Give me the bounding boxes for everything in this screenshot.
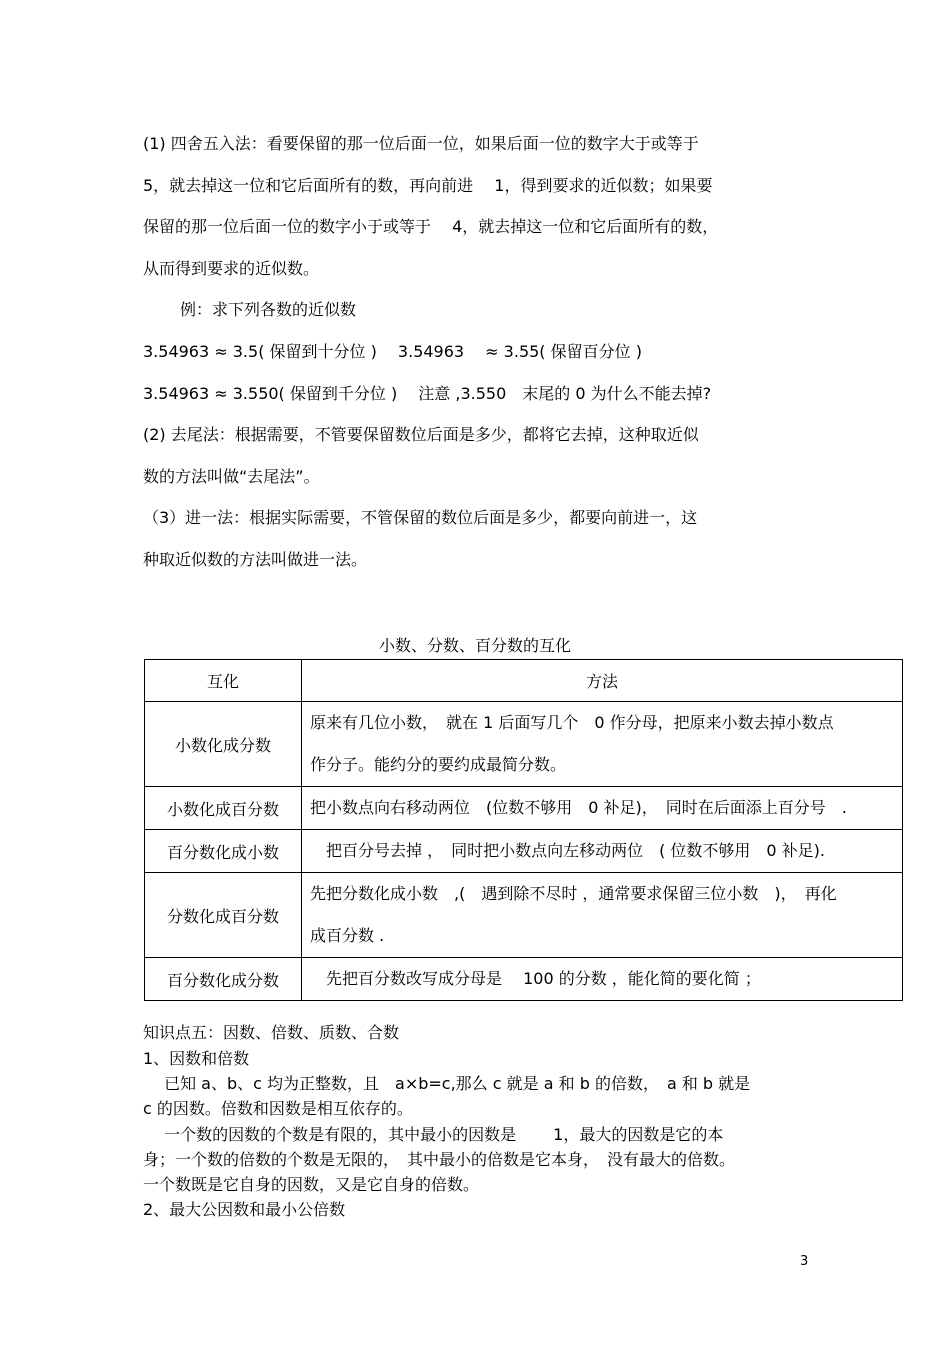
row-method-line: 作分子。能约分的要约成最简分数。 bbox=[310, 755, 567, 774]
text-line: c 的因数。倍数和因数是相互依存的。 bbox=[143, 1099, 413, 1118]
text-line: 身；一个数的倍数的个数是无限的， 其中最小的倍数是它本身， 没有最大的倍数。 bbox=[143, 1150, 736, 1169]
row-method-line: 先把分数化成小数 ,( 遇到除不尽时 ，通常要求保留三位小数 )， 再化 bbox=[310, 884, 837, 903]
table-row bbox=[145, 958, 903, 1001]
row-method: 把百分号去掉 ， 同时把小数点向左移动两位 ( 位数不够用 0 补足). bbox=[302, 830, 903, 873]
row-method: 先把百分数改写成分母是 100 的分数 ，能化简的要化简 ； bbox=[302, 958, 903, 1001]
row-method-line: 原来有几位小数， 就在 1 后面写几个 0 作分母，把原来小数去掉小数点 bbox=[310, 713, 834, 732]
row-method bbox=[302, 702, 903, 787]
paragraph-rounding-3: 保留的那一位后面一位的数字小于或等于 4，就去掉这一位和它后面所有的数， bbox=[143, 217, 719, 236]
table-row bbox=[145, 830, 903, 873]
paragraph-rounding-1: (1) 四舍五入法：看要保留的那一位后面一位，如果后面一位的数字大于或等于 bbox=[143, 134, 699, 153]
page-number: 3 bbox=[800, 1254, 809, 1269]
paragraph-roundup-2: 种取近似数的方法叫做进一法。 bbox=[143, 550, 368, 569]
table-caption: 小数、分数、百分数的互化 bbox=[378, 636, 571, 655]
table-row bbox=[145, 702, 903, 787]
row-method-line: 成百分数 . bbox=[310, 926, 385, 945]
section-title: 知识点五：因数、倍数、质数、合数 bbox=[143, 1023, 400, 1042]
subheading-factors-multiples: 1、因数和倍数 bbox=[143, 1049, 250, 1068]
conversion-table bbox=[144, 659, 903, 1001]
table-row bbox=[145, 873, 903, 958]
example-line-1: 3.54963 ≈ 3.5( 保留到十分位 ) 3.54963 ≈ 3.55( 保留百分位 ) bbox=[143, 342, 642, 361]
row-name: 百分数化成分数 bbox=[145, 958, 302, 1001]
text-line: 已知 a、b、c 均为正整数，且 a×b=c,那么 c 就是 a 和 b 的倍数， a 和 b 就是 bbox=[143, 1074, 751, 1093]
row-name: 百分数化成小数 bbox=[145, 830, 302, 873]
row-method bbox=[302, 873, 903, 958]
paragraph-truncate-2: 数的方法叫做“去尾法”。 bbox=[143, 467, 320, 486]
row-name: 小数化成分数 bbox=[145, 702, 302, 787]
table-row bbox=[145, 787, 903, 830]
example-line-2: 3.54963 ≈ 3.550( 保留到千分位 ) 注意 ,3.550 末尾的 0 为什么不能去掉? bbox=[143, 384, 712, 403]
header-method: 方法 bbox=[302, 660, 903, 702]
text-line: 一个数既是它自身的因数，又是它自身的倍数。 bbox=[143, 1175, 480, 1194]
example-heading: 例：求下列各数的近似数 bbox=[180, 300, 357, 319]
header-conversion: 互化 bbox=[145, 660, 302, 702]
paragraph-truncate-1: (2) 去尾法：根据需要，不管要保留数位后面是多少，都将它去掉，这种取近似 bbox=[143, 425, 699, 444]
paragraph-roundup-1: （3）进一法：根据实际需要，不管保留的数位后面是多少，都要向前进一，这 bbox=[143, 508, 698, 527]
row-method: 把小数点向右移动两位 (位数不够用 0 补足)， 同时在后面添上百分号 . bbox=[302, 787, 903, 830]
row-name: 小数化成百分数 bbox=[145, 787, 302, 830]
text-line: 一个数的因数的个数是有限的，其中最小的因数是 1，最大的因数是它的本 bbox=[143, 1125, 724, 1144]
subheading-gcd-lcm: 2、最大公因数和最小公倍数 bbox=[143, 1200, 346, 1219]
paragraph-rounding-2: 5，就去掉这一位和它后面所有的数，再向前进 1，得到要求的近似数；如果要 bbox=[143, 176, 713, 195]
row-name: 分数化成百分数 bbox=[145, 873, 302, 958]
table-header-row bbox=[145, 660, 903, 702]
paragraph-rounding-4: 从而得到要求的近似数。 bbox=[143, 259, 320, 278]
